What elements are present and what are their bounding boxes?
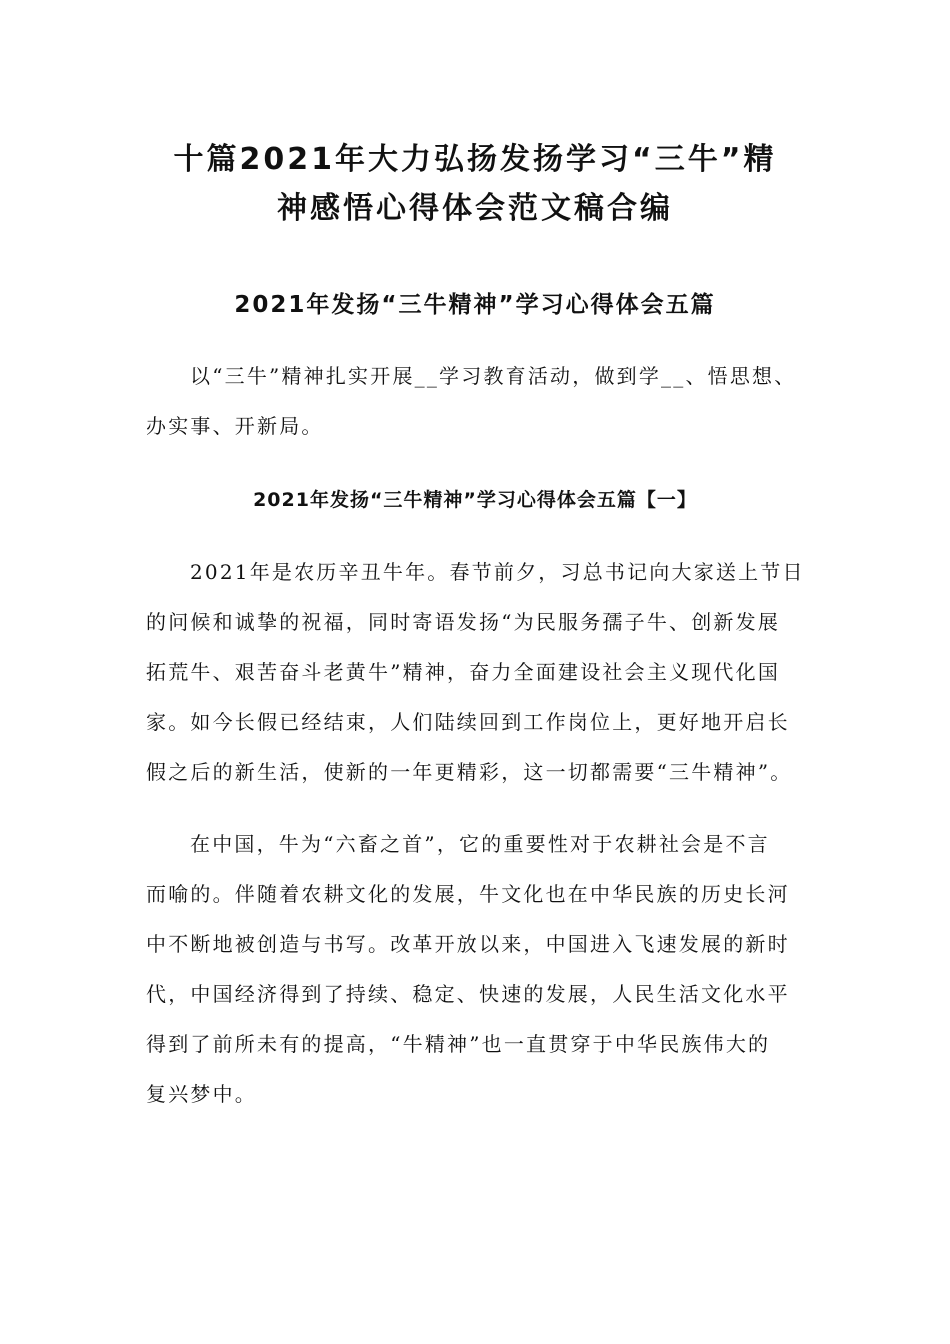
paragraph-line: 的问候和诚挚的祝福，同时寄语发扬“为民服务孺子牛、创新发展: [146, 610, 781, 634]
paragraph-line: 复兴梦中。: [146, 1082, 257, 1106]
paragraph-line: 2021年是农历辛丑牛年。春节前夕，习总书记向大家送上节日: [190, 560, 805, 584]
paragraph-line: 得到了前所未有的提高，“牛精神”也一直贯穿于中华民族伟大的: [146, 1032, 771, 1056]
intro-line: 以“三牛”精神扎实开展__学习教育活动，做到学__、悟思想、: [190, 364, 797, 388]
paragraph-line: 中不断地被创造与书写。改革开放以来，中国进入飞速发展的新时: [146, 932, 790, 956]
document-title-line-2: 神感悟心得体会范文稿合编: [277, 191, 673, 226]
document-subtitle: 2021年发扬“三牛精神”学习心得体会五篇: [234, 292, 716, 318]
intro-line: 办实事、开新局。: [146, 414, 324, 438]
paragraph-line: 而喻的。伴随着农耕文化的发展，牛文化也在中华民族的历史长河: [146, 882, 790, 906]
paragraph-line: 代，中国经济得到了持续、稳定、快速的发展，人民生活文化水平: [146, 982, 790, 1006]
section-heading: 2021年发扬“三牛精神”学习心得体会五篇【一】: [253, 489, 697, 511]
document-title-line-1: 十篇2021年大力弘扬发扬学习“三牛”精: [173, 142, 777, 177]
paragraph-line: 假之后的新生活，使新的一年更精彩，这一切都需要“三牛精神”。: [146, 760, 793, 784]
paragraph-line: 在中国，牛为“六畜之首”，它的重要性对于农耕社会是不言: [190, 832, 770, 856]
paragraph-line: 拓荒牛、艰苦奋斗老黄牛”精神，奋力全面建设社会主义现代化国: [146, 660, 781, 684]
paragraph-line: 家。如今长假已经结束，人们陆续回到工作岗位上，更好地开启长: [146, 710, 790, 734]
